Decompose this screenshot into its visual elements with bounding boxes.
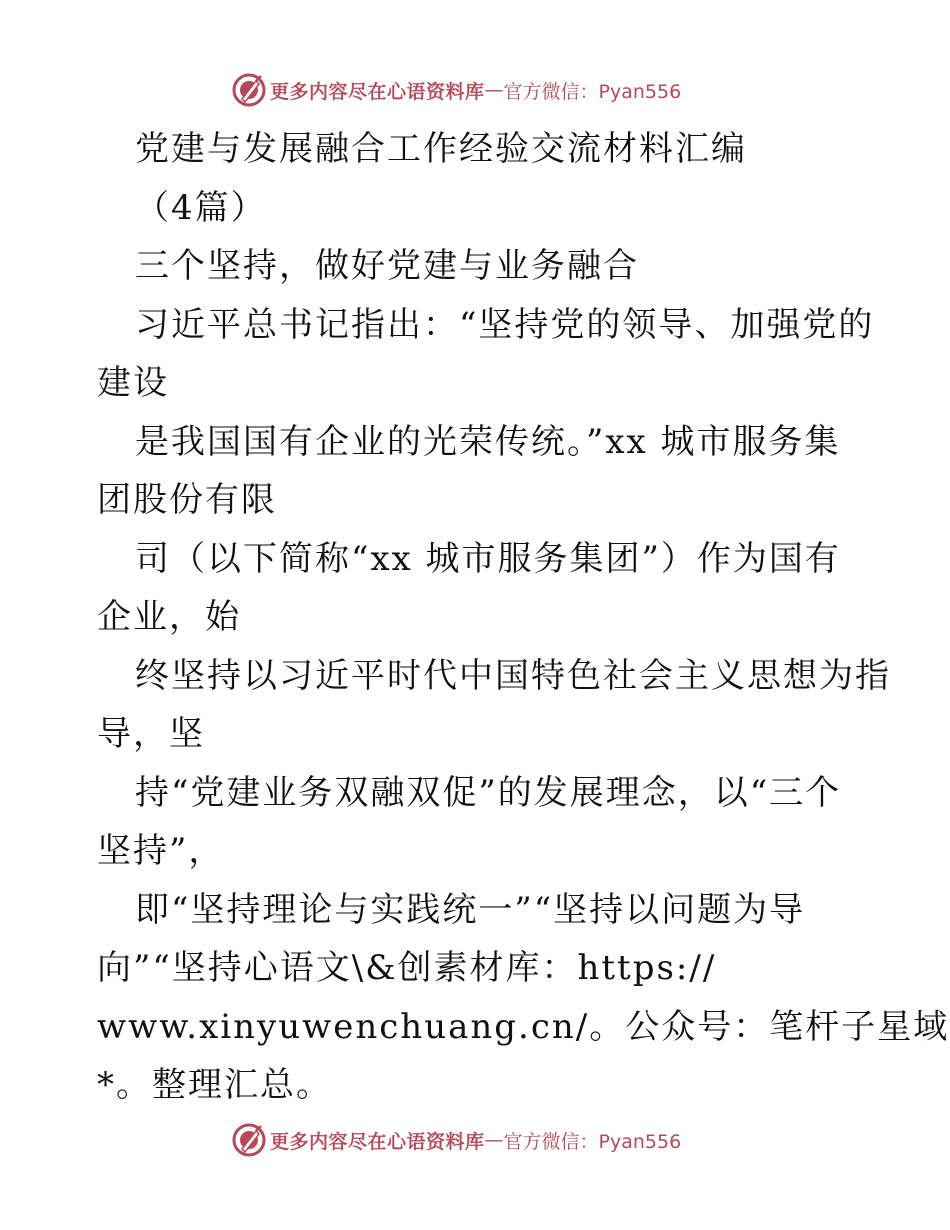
section-heading: 三个坚持，做好党建与业务融合 — [135, 246, 639, 286]
paragraph-line: www.xinyuwenchuang.cn/。公众号：笔杆子星域 — [97, 1006, 950, 1047]
paragraph-line: 向”“坚持心语文\&创素材库：https:// — [97, 948, 717, 988]
footer-banner — [232, 1122, 752, 1158]
paragraph-line: 习近平总书记指出：“坚持党的领导、加强党的 — [135, 304, 875, 345]
banner-dash: — — [484, 79, 504, 101]
paragraph-line: 导，坚 — [97, 714, 205, 754]
banner-text: 更多内容尽在心语资料库 — [270, 1130, 485, 1153]
banner-text: 更多内容尽在心语资料库 — [270, 80, 485, 103]
paragraph-line: 建设 — [97, 363, 169, 403]
pen-logo-icon — [232, 73, 266, 107]
paragraph-line: 持“党建业务双融双促”的发展理念，以“三个 — [135, 772, 842, 813]
paragraph-line: *。整理汇总。 — [97, 1065, 332, 1105]
banner-dash: — — [484, 1129, 504, 1151]
doc-title: 党建与发展融合工作经验交流材料汇编 — [135, 129, 747, 169]
paragraph-line: 坚持”， — [97, 831, 225, 871]
paragraph-line: 司（以下简称“xx 城市服务集团”）作为国有 — [135, 538, 841, 579]
doc-subtitle: （4篇） — [135, 187, 267, 228]
paragraph-line: 终坚持以习近平时代中国特色社会主义思想为指 — [135, 655, 891, 696]
document-body — [97, 120, 950, 1115]
paragraph-line: 是我国国有企业的光荣传统。”xx 城市服务集 — [135, 421, 841, 462]
paragraph-line: 团股份有限 — [97, 480, 277, 520]
header-banner — [232, 72, 752, 108]
pen-logo-icon — [232, 1123, 266, 1157]
paragraph-line: 企业，始 — [97, 597, 241, 637]
banner-wechat: 官方微信：Pyan556 — [503, 80, 682, 103]
paragraph-line: 即“坚持理论与实践统一”“坚持以问题为导 — [135, 889, 806, 930]
banner-wechat: 官方微信：Pyan556 — [503, 1130, 682, 1153]
